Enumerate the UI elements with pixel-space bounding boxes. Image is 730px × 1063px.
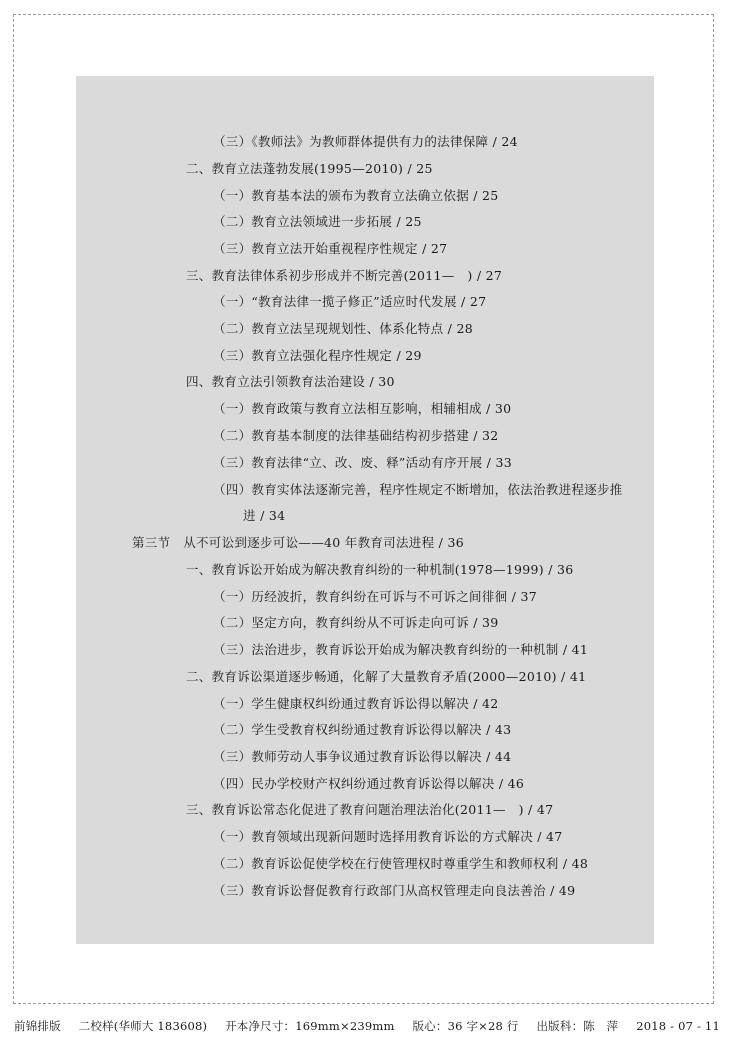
toc-entry: （二）教育诉讼促使学校在行使管理权时尊重学生和教师权利 / 48 xyxy=(213,856,589,871)
toc-entry: （三）教育法律“立、改、废、释”活动有序开展 / 33 xyxy=(213,455,512,470)
toc-entry: （二）坚定方向，教育纠纷从不可诉走向可诉 / 39 xyxy=(213,615,499,630)
toc-entry: （四）教育实体法逐渐完善，程序性规定不断增加，依法治教进程逐步推 xyxy=(213,482,623,497)
toc-entry: （一）教育领域出现新问题时选择用教育诉讼的方式解决 / 47 xyxy=(213,829,563,844)
footer-type-area: 版心：36 字×28 行 xyxy=(412,1019,519,1033)
toc-entry: 二、教育立法蓬勃发展(1995—2010) / 25 xyxy=(186,161,433,176)
toc-entry: 三、教育诉讼常态化促进了教育问题治理法治化(2011— ) / 47 xyxy=(186,802,554,817)
footer-date: 2018 - 07 - 11 xyxy=(636,1019,720,1033)
toc-entry: （二）教育基本制度的法律基础结构初步搭建 / 32 xyxy=(213,428,499,443)
toc-entry: （一）教育基本法的颁布为教育立法确立依据 / 25 xyxy=(213,188,499,203)
footer-proof-round: 二校样(华师大 183608) xyxy=(78,1019,208,1033)
toc-entry: （二）教育立法呈现规划性、体系化特点 / 28 xyxy=(213,321,473,336)
toc-entry: 三、教育法律体系初步形成并不断完善(2011— ) / 27 xyxy=(186,268,503,283)
toc-entry: 四、教育立法引领教育法治建设 / 30 xyxy=(186,374,395,389)
print-footer xyxy=(14,1018,720,1034)
toc-entry: （二）学生受教育权纠纷通过教育诉讼得以解决 / 43 xyxy=(213,722,512,737)
footer-editor: 出版科：陈 萍 xyxy=(536,1019,619,1033)
toc-entry: 一、教育诉讼开始成为解决教育纠纷的一种机制(1978—1999) / 36 xyxy=(186,562,574,577)
footer-typesetter: 前锦排版 xyxy=(14,1019,61,1033)
section-heading: 第三节 从不可讼到逐步可讼——40 年教育司法进程 / 36 xyxy=(132,535,464,550)
toc-entry: （二）教育立法领域进一步拓展 / 25 xyxy=(213,214,422,229)
toc-entry: （三）《教师法》为教师群体提供有力的法律保障 / 24 xyxy=(213,134,518,149)
toc-entry: （三）教育诉讼督促教育行政部门从高权管理走向良法善治 / 49 xyxy=(213,883,576,898)
toc-entry: （一）“教育法律一揽子修正”适应时代发展 / 27 xyxy=(213,294,487,309)
toc-entry: 进 / 34 xyxy=(243,508,286,523)
toc-entry: （一）学生健康权纠纷通过教育诉讼得以解决 / 42 xyxy=(213,696,499,711)
footer-trim-size: 开本净尺寸：169mm×239mm xyxy=(225,1019,395,1033)
toc-entry: （三）教育立法开始重视程序性规定 / 27 xyxy=(213,241,448,256)
toc-entry: 二、教育诉讼渠道逐步畅通，化解了大量教育矛盾(2000—2010) / 41 xyxy=(186,669,587,684)
toc-entry: （一）教育政策与教育立法相互影响，相辅相成 / 30 xyxy=(213,401,512,416)
toc-entry: （四）民办学校财产权纠纷通过教育诉讼得以解决 / 46 xyxy=(213,776,525,791)
toc-entry: （三）法治进步，教育诉讼开始成为解决教育纠纷的一种机制 / 41 xyxy=(213,642,589,657)
toc-entry: （三）教育立法强化程序性规定 / 29 xyxy=(213,348,422,363)
toc-entry: （三）教师劳动人事争议通过教育诉讼得以解决 / 44 xyxy=(213,749,512,764)
toc-entry: （一）历经波折，教育纠纷在可诉与不可诉之间徘徊 / 37 xyxy=(213,589,537,604)
